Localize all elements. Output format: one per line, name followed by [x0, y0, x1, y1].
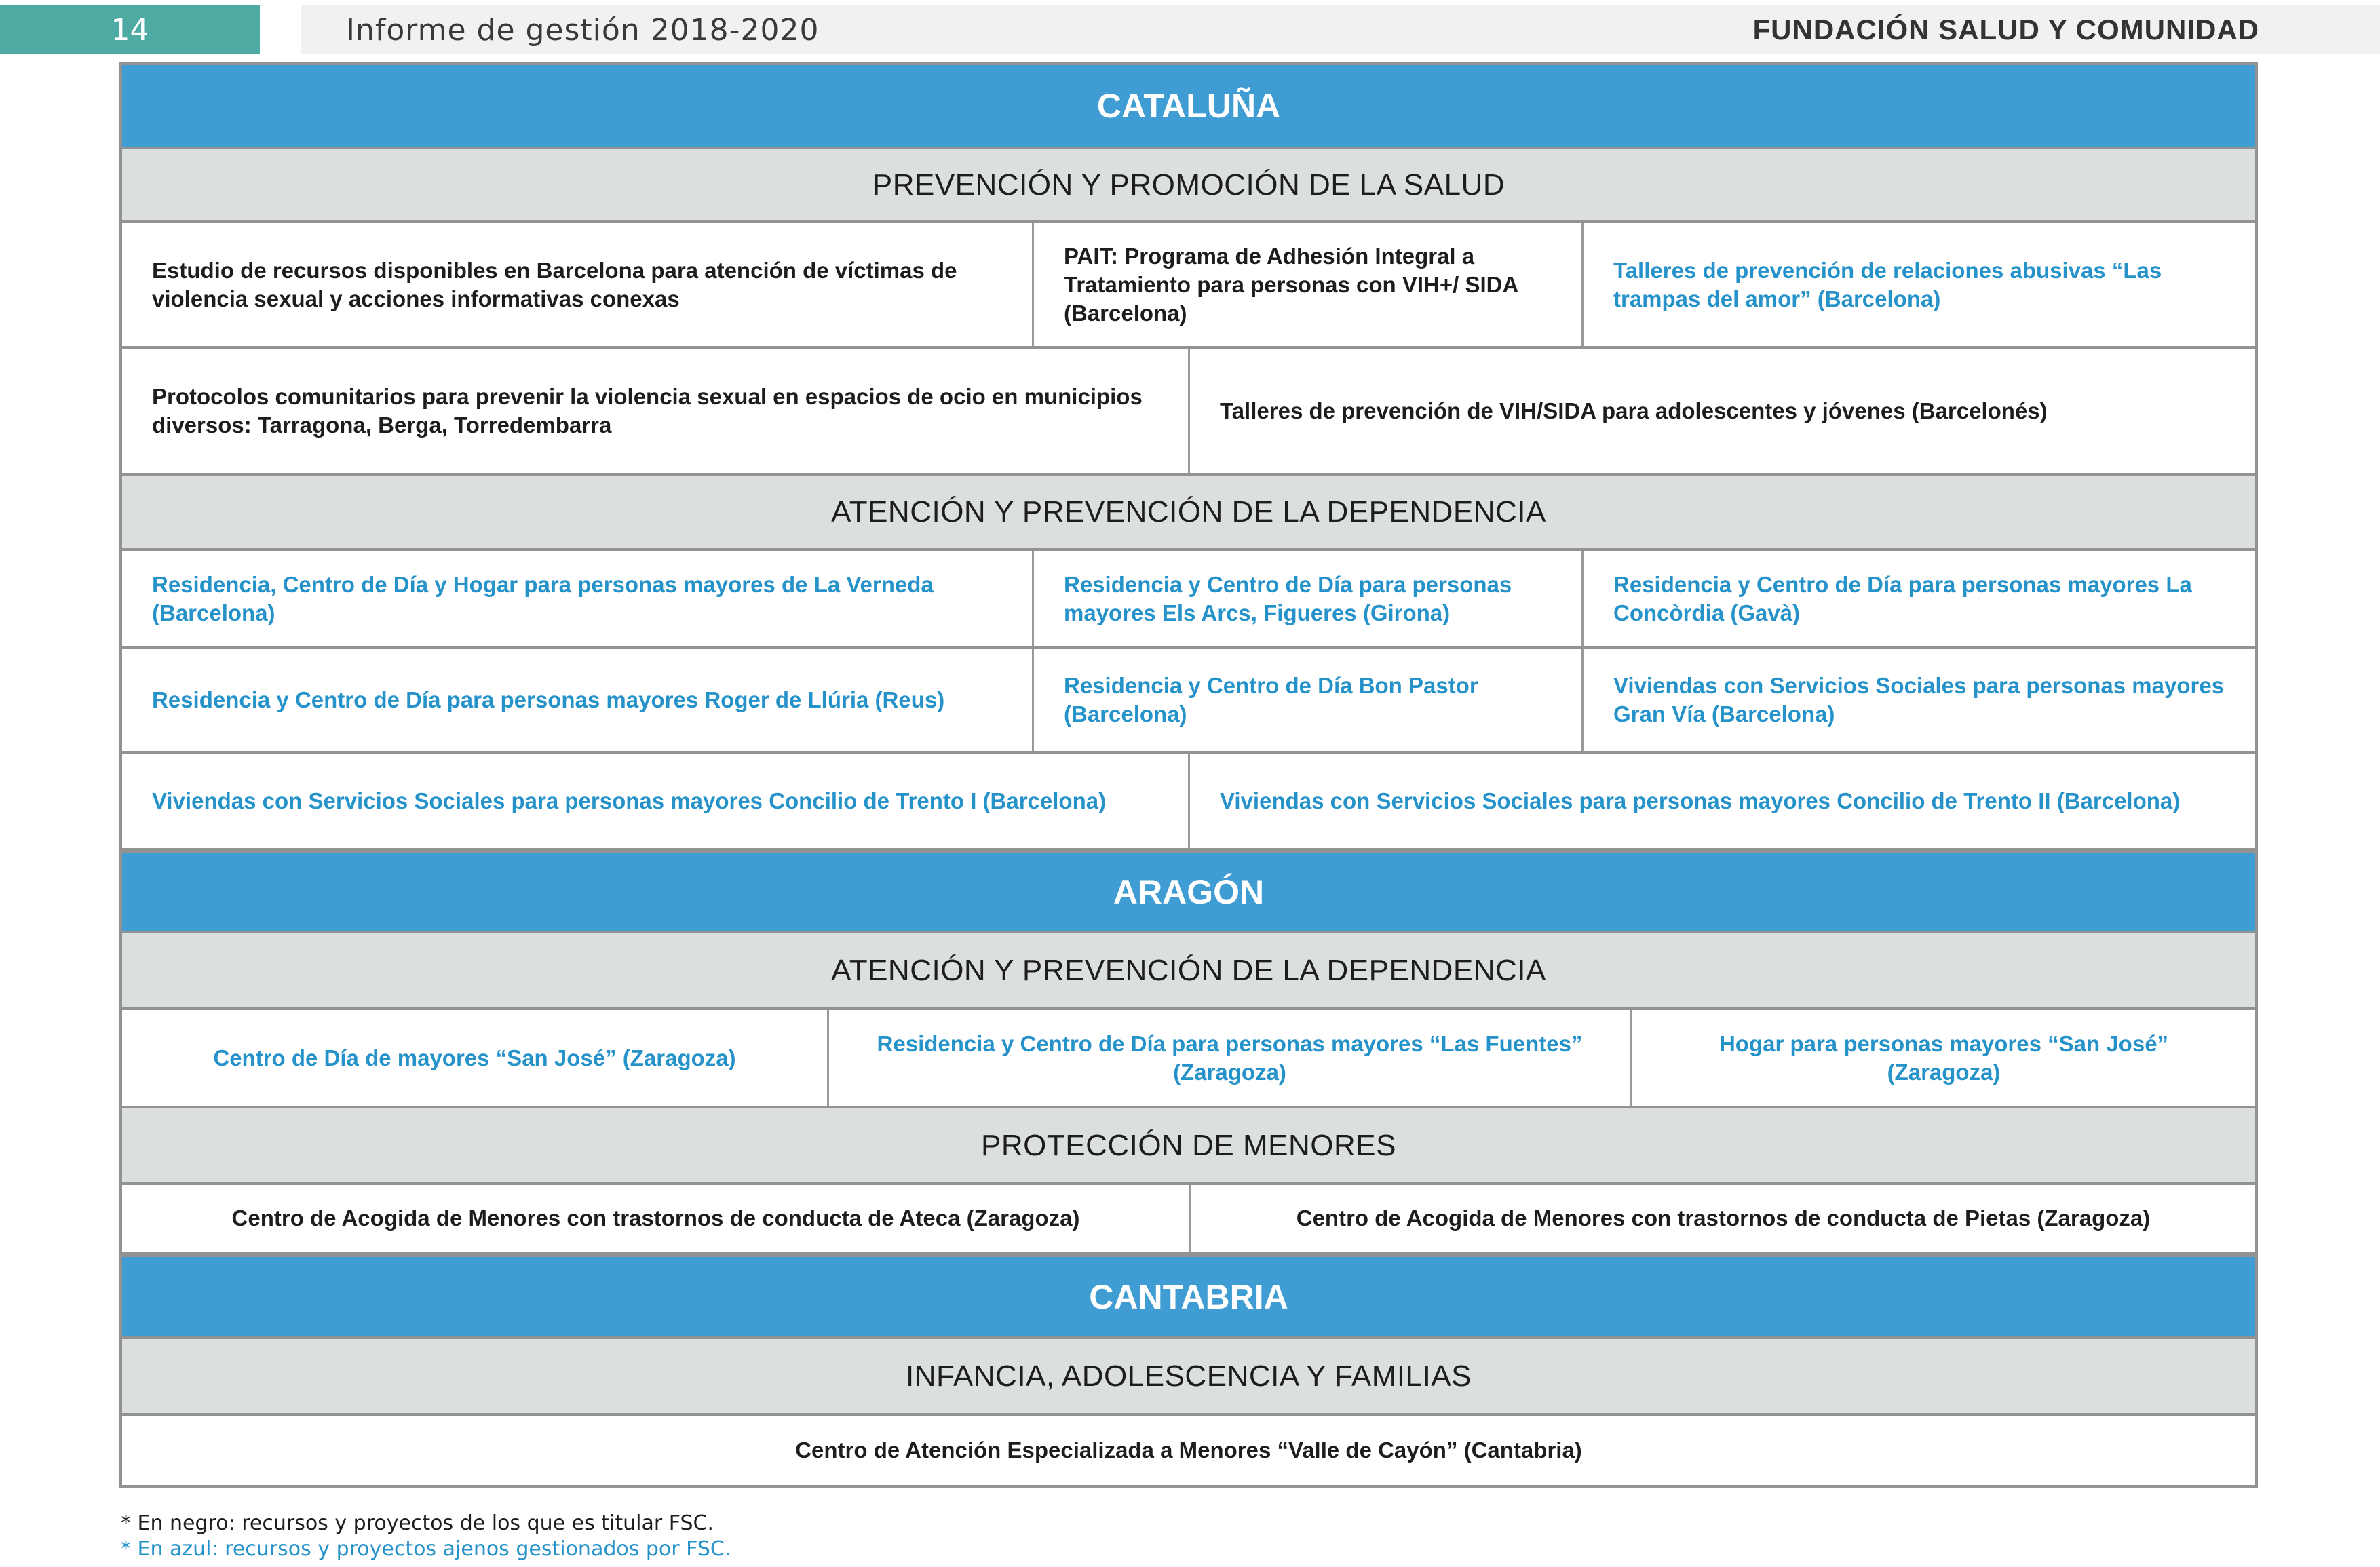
- table-row: [122, 349, 2255, 476]
- table-cell: Centro de Atención Especializada a Menores “Valle de Cayón” (Cantabria): [795, 1437, 1582, 1463]
- table-cell: Residencia y Centro de Día Bon Pastor (Barcelona): [1034, 649, 1584, 751]
- table-cell: Residencia y Centro de Día para personas mayores “Las Fuentes” (Zaragoza): [829, 1010, 1632, 1106]
- table-row: [122, 1185, 2255, 1254]
- table-cell: Estudio de recursos disponibles en Barcelona para atención de víctimas de violencia sexual y acciones informativas conexas: [122, 223, 1034, 346]
- table-cell: Viviendas con Servicios Sociales para personas mayores Gran Vía (Barcelona): [1613, 673, 2225, 727]
- table-cell: Residencia y Centro de Día para personas mayores Roger de Llúria (Reus): [122, 649, 1034, 751]
- table-row: [122, 551, 2255, 649]
- table-cell: PAIT: Programa de Adhesión Integral a Tratamiento para personas con VIH+/ SIDA (Barcelona): [1034, 223, 1584, 346]
- table-cell: Residencia y Centro de Día para personas mayores Els Arcs, Figueres (Girona): [1034, 551, 1584, 646]
- table-cell: Residencia y Centro de Día para personas mayores La Concòrdia (Gavà): [1613, 571, 2192, 625]
- table-row: [122, 649, 2255, 754]
- report-title: Informe de gestión 2018-2020: [346, 12, 820, 47]
- section-header-infancia-familias: INFANCIA, ADOLESCENCIA Y FAMILIAS: [122, 1339, 2255, 1416]
- table-cell: Residencia, Centro de Día y Hogar para personas mayores de La Verneda (Barcelona): [122, 551, 1034, 646]
- table-row: [122, 754, 2255, 851]
- section-header-atencion-dependencia: ATENCIÓN Y PREVENCIÓN DE LA DEPENDENCIA: [122, 476, 2255, 551]
- footnote-black-legend: * En negro: recursos y proyectos de los que es titular FSC.: [121, 1511, 714, 1535]
- table-cell: Talleres de prevención de relaciones abusivas “Las trampas del amor” (Barcelona): [1613, 257, 2162, 311]
- resources-table: [119, 62, 2258, 1488]
- table-cell: Viviendas con Servicios Sociales para personas mayores Concilio de Trento II (Barcelona): [1220, 788, 2181, 813]
- region-header-cataluna: CATALUÑA: [122, 65, 2255, 149]
- section-header-atencion-dependencia-aragon: ATENCIÓN Y PREVENCIÓN DE LA DEPENDENCIA: [122, 933, 2255, 1010]
- table-row: [122, 223, 2255, 349]
- page-number: 14: [0, 5, 260, 54]
- table-cell: Protocolos comunitarios para prevenir la violencia sexual en espacios de ocio en municipios diversos: Tarragona, Berga, Torredembarra: [122, 349, 1190, 473]
- region-header-aragon: ARAGÓN: [122, 851, 2255, 933]
- organization-name: FUNDACIÓN SALUD Y COMUNIDAD: [1752, 14, 2259, 45]
- table-cell: Centro de Acogida de Menores con trastornos de conducta de Pietas (Zaragoza): [1296, 1205, 2151, 1231]
- footnote-blue-legend: * En azul: recursos y proyectos ajenos gestionados por FSC.: [121, 1537, 731, 1561]
- table-cell: Centro de Día de mayores “San José” (Zaragoza): [122, 1010, 829, 1106]
- table-cell: Hogar para personas mayores “San José” (Zaragoza): [1719, 1030, 2169, 1085]
- region-header-cantabria: CANTABRIA: [122, 1254, 2255, 1339]
- table-cell: Viviendas con Servicios Sociales para personas mayores Concilio de Trento I (Barcelona): [122, 754, 1190, 848]
- section-header-proteccion-menores: PROTECCIÓN DE MENORES: [122, 1108, 2255, 1185]
- section-header-prevencion-promocion-salud: PREVENCIÓN Y PROMOCIÓN DE LA SALUD: [122, 149, 2255, 223]
- table-cell: Centro de Acogida de Menores con trastornos de conducta de Ateca (Zaragoza): [122, 1185, 1191, 1252]
- table-row: [122, 1010, 2255, 1108]
- table-row: [122, 1416, 2255, 1485]
- table-cell: Talleres de prevención de VIH/SIDA para adolescentes y jóvenes (Barcelonés): [1220, 398, 2048, 423]
